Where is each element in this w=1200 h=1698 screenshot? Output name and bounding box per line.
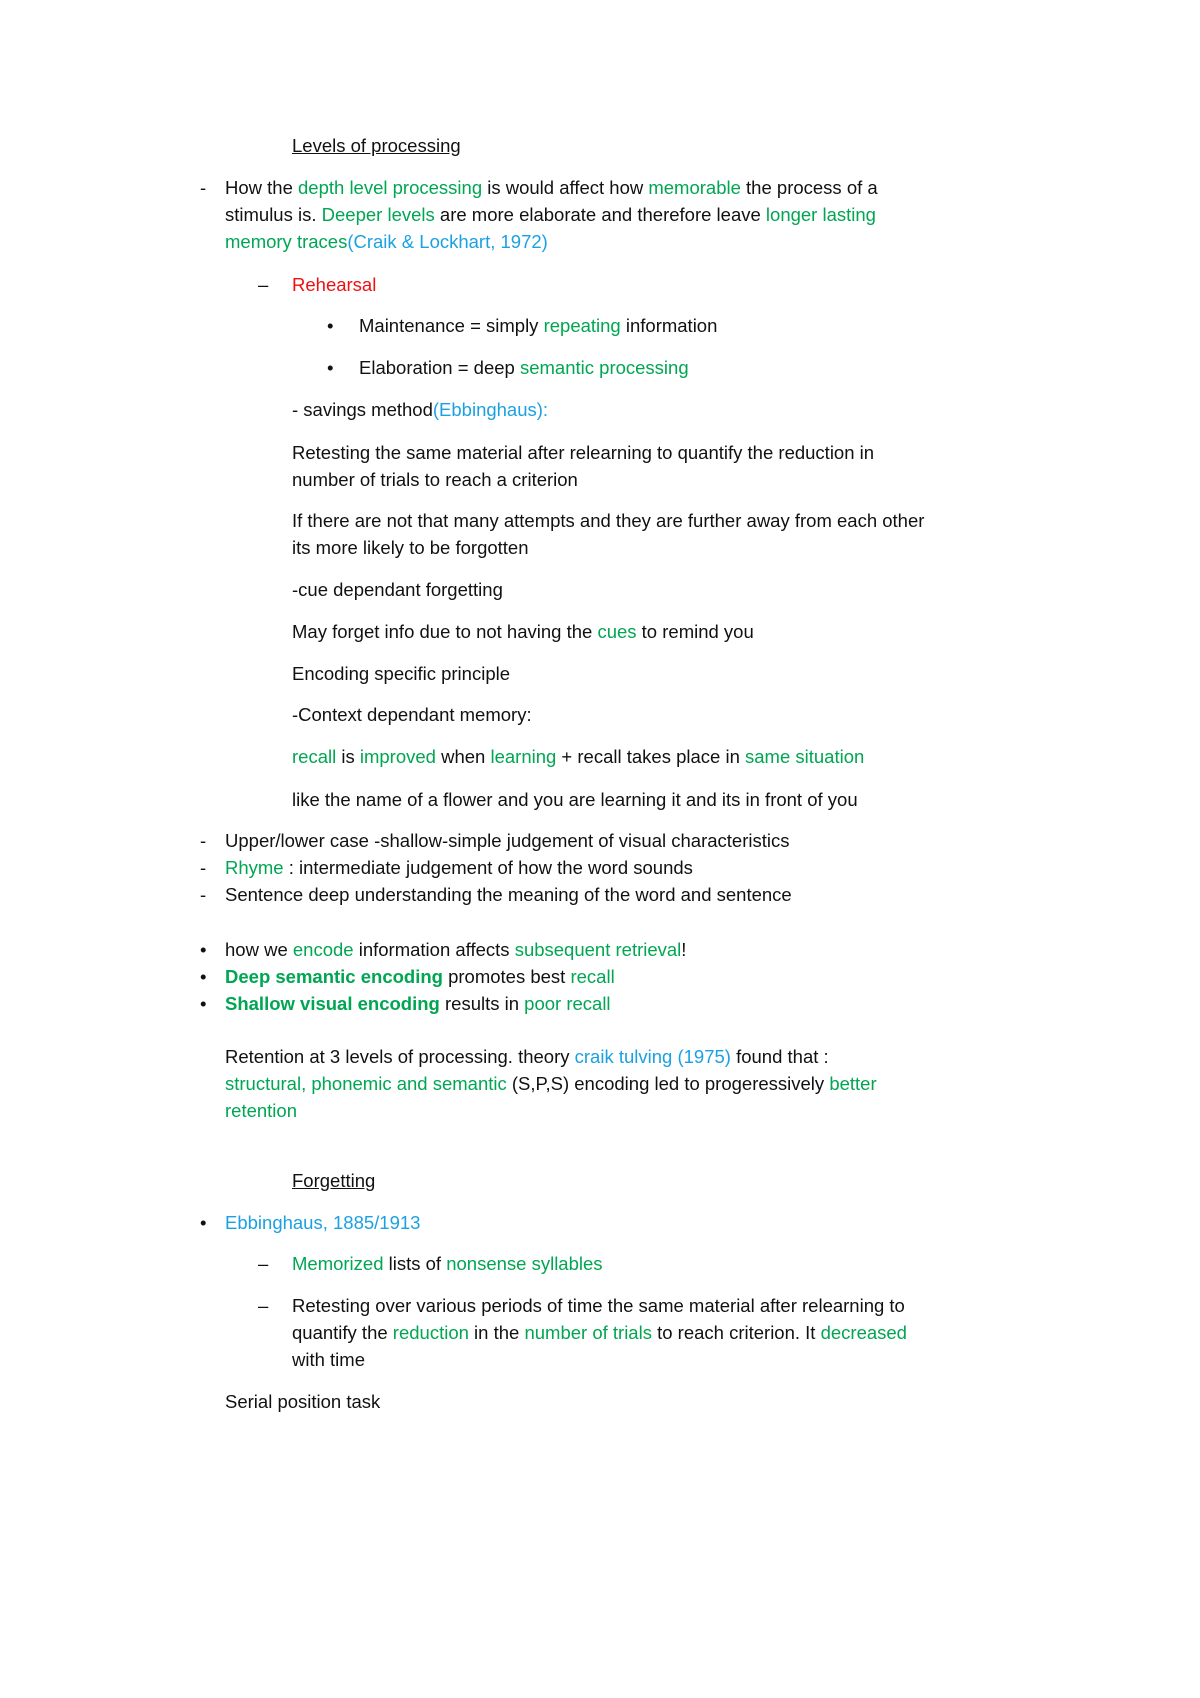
text: Elaboration = deep (359, 357, 520, 378)
term-encode: encode (292, 939, 354, 960)
term-retention: retention (225, 1100, 297, 1121)
bullet-marker: • (200, 966, 207, 987)
heading-levels-of-processing: Levels of processing (292, 135, 461, 156)
retesting-over-line-3: with time (292, 1349, 365, 1370)
term-memory-traces: memory traces (225, 231, 348, 252)
term-structural-phonemic-semantic: structural, phonemic and semantic (225, 1073, 507, 1094)
savings-method (292, 401, 548, 420)
item-upper-lower-case: Upper/lower case -shallow-simple judgement of visual characteristics (225, 830, 790, 851)
term-better: better (829, 1073, 877, 1094)
dash-marker: - (200, 857, 207, 878)
term-repeating: repeating (543, 315, 621, 336)
retesting-line-1: Retesting the same material after relearning to quantify the reduction in (292, 442, 875, 463)
text: when (435, 746, 491, 767)
text: to remind you (636, 621, 754, 642)
term-memorable: memorable (648, 177, 741, 198)
text: : intermediate judgement of how the word sounds (283, 857, 693, 878)
text: - savings method (292, 399, 433, 420)
text: is (336, 746, 360, 767)
term-same-situation: same situation (745, 746, 865, 767)
term-learning: learning (490, 746, 557, 767)
retention-line-1 (225, 1048, 829, 1067)
text: information affects (353, 939, 515, 960)
retesting-line-2: number of trials to reach a criterion (292, 469, 578, 490)
text: how we (225, 939, 293, 960)
if-there-line-2: its more likely to be forgotten (292, 537, 529, 558)
bullet-marker: • (200, 939, 207, 960)
text: to reach criterion. It (651, 1322, 821, 1343)
bullet-encode (225, 941, 686, 960)
term-improved: improved (359, 746, 436, 767)
bullet-deep-semantic (225, 968, 615, 987)
cue-dependant-forgetting: -cue dependant forgetting (292, 579, 503, 600)
term-recall: recall (570, 966, 615, 987)
text: stimulus is. (225, 204, 322, 225)
text: is would affect how (482, 177, 649, 198)
text: found that : (730, 1046, 829, 1067)
text: (S,P,S) encoding led to progeressively (506, 1073, 830, 1094)
citation-ebbinghaus-1885: Ebbinghaus, 1885/1913 (225, 1212, 421, 1233)
retesting-over-line-1: Retesting over various periods of time the same material after relearning to (292, 1295, 905, 1316)
item-elaboration (359, 359, 689, 378)
heading-forgetting: Forgetting (292, 1170, 376, 1191)
text: quantify the (292, 1322, 393, 1343)
dash-marker: - (200, 884, 207, 905)
bullet-marker: • (327, 315, 334, 336)
term-number-of-trials: number of trials (524, 1322, 652, 1343)
text: How the (225, 177, 299, 198)
text: in the (468, 1322, 525, 1343)
term-poor-recall: poor recall (524, 993, 611, 1014)
text: Maintenance = simply (359, 315, 544, 336)
encoding-specific-principle: Encoding specific principle (292, 663, 511, 684)
citation-craik-tulving: craik tulving (1975) (574, 1046, 731, 1067)
bullet-marker: • (327, 357, 334, 378)
term-shallow-visual-encoding: Shallow visual encoding (225, 993, 440, 1014)
item-sentence: Sentence deep understanding the meaning of the word and sentence (225, 884, 792, 905)
bullet-marker: • (200, 993, 207, 1014)
term-rhyme: Rhyme (225, 857, 284, 878)
para-depth-line-1 (225, 179, 878, 198)
retention-line-2 (225, 1075, 877, 1094)
endash-marker: – (258, 274, 269, 295)
text: lists of (383, 1253, 447, 1274)
term-deep-semantic-encoding: Deep semantic encoding (225, 966, 443, 987)
text: ! (681, 939, 687, 960)
term-recall: recall (292, 746, 337, 767)
text: promotes best (442, 966, 571, 987)
bullet-marker: • (200, 1212, 207, 1233)
term-subsequent-retrieval: subsequent retrieval (514, 939, 682, 960)
text: information (620, 315, 718, 336)
item-rhyme (225, 859, 693, 878)
endash-marker: – (258, 1295, 269, 1316)
text: results in (439, 993, 525, 1014)
text: are more elaborate and therefore leave (434, 204, 766, 225)
text: + recall takes place in (556, 746, 745, 767)
serial-position-task: Serial position task (225, 1391, 381, 1412)
term-deeper-levels: Deeper levels (321, 204, 435, 225)
item-memorized-lists (292, 1255, 603, 1274)
bullet-shallow-visual (225, 995, 611, 1014)
item-maintenance (359, 317, 717, 336)
term-nonsense-syllables: nonsense syllables (446, 1253, 603, 1274)
term-decreased: decreased (820, 1322, 907, 1343)
retesting-over-line-2 (292, 1324, 907, 1343)
citation-ebbinghaus: (Ebbinghaus): (432, 399, 549, 420)
citation-craik-lockhart: (Craik & Lockhart, 1972) (347, 231, 548, 252)
recall-improved (292, 748, 864, 767)
flower-example: like the name of a flower and you are learning it and its in front of you (292, 789, 858, 810)
text: Retention at 3 levels of processing. theory (225, 1046, 575, 1067)
term-memorized: Memorized (292, 1253, 384, 1274)
may-forget (292, 623, 754, 642)
if-there-line-1: If there are not that many attempts and they are further away from each other (292, 510, 925, 531)
dash-marker: - (200, 177, 207, 198)
term-cues: cues (597, 621, 637, 642)
term-semantic-processing: semantic processing (519, 357, 689, 378)
para-depth-line-3 (225, 233, 548, 252)
context-dependant-memory: -Context dependant memory: (292, 704, 532, 725)
text: the process of a (740, 177, 878, 198)
text: May forget info due to not having the (292, 621, 598, 642)
term-depth-level-processing: depth level processing (298, 177, 483, 198)
subheading-rehearsal: Rehearsal (292, 274, 377, 295)
endash-marker: – (258, 1253, 269, 1274)
para-depth-line-2 (225, 206, 876, 225)
term-reduction: reduction (392, 1322, 469, 1343)
dash-marker: - (200, 830, 207, 851)
term-longer-lasting: longer lasting (765, 204, 876, 225)
